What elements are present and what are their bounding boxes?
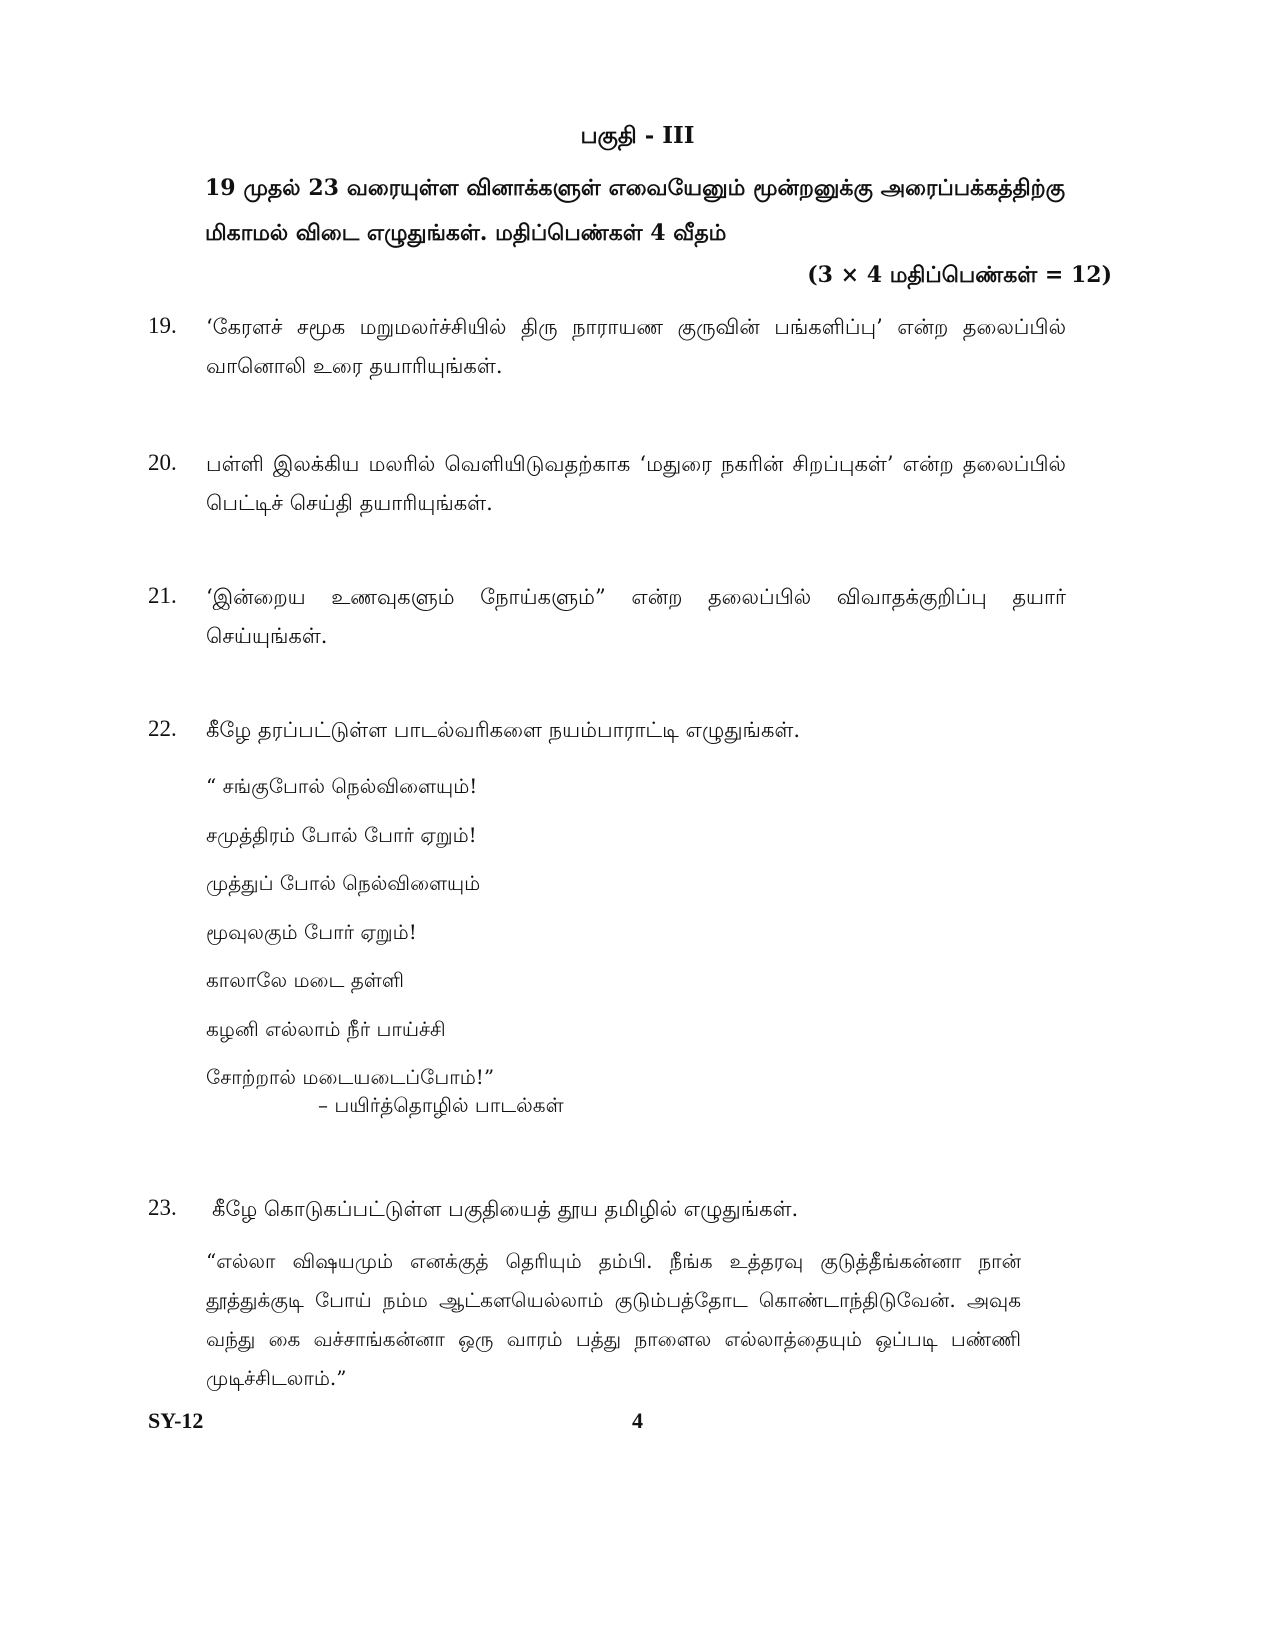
poem-line: காலாலே மடை தள்ளி xyxy=(206,968,404,992)
marks-allocation: (3 × 4 மதிப்பெண்கள் = 12) xyxy=(807,262,1112,288)
question-number: 19. xyxy=(148,313,177,338)
question-number: 20. xyxy=(148,450,177,475)
poem-line: “ சங்குபோல் நெல்விளையும்! xyxy=(206,774,478,798)
page-number: 4 xyxy=(632,1408,643,1433)
poem xyxy=(206,762,494,1102)
poem-line: கழனி எல்லாம் நீர் பாய்ச்சி xyxy=(206,1016,446,1041)
poem-line: மூவுலகும் போர் ஏறும்! xyxy=(206,919,417,944)
prose-passage: “எல்லா விஷயமும் எனக்குத் தெரியும் தம்பி. நீங்க உத்தரவு குடுத்தீங்கன்னா நான் தூத்துக்குடி போய் நம்ம ஆட்களயெல்லாம் குடும்பத்தோட கொண்டாந்திடுவேன். அவுக வந்து கை வச்சாங்கன்னா ஒரு வாரம் பத்து நாளைல எல்லாத்தையும் ஒப்படி பண்ணி முடிச்சிடலாம்.” xyxy=(206,1249,1021,1390)
instruction-text: 19 முதல் 23 வரையுள்ள வினாக்களுள் எவையேனும் மூன்றனுக்கு அரைப்பக்கத்திற்கு மிகாமல் விடை எழுதுங்கள். மதிப்பெண்கள் 4 வீதம் xyxy=(205,175,1065,246)
question-text: ‘கேரளச் சமூக மறுமலர்ச்சியில் திரு நாராயண குருவின் பங்களிப்பு’ என்ற தலைப்பில் வானொலி உரை தயாரியுங்கள். xyxy=(206,315,1066,378)
question-text: ‘இன்றைய உணவுகளும் நோய்களும்” என்ற தலைப்பில் விவாதக்குறிப்பு தயார் செய்யுங்கள். xyxy=(206,585,1066,648)
footer-code: SY-12 xyxy=(148,1408,204,1433)
poem-source: – பயிர்த்தொழில் பாடல்கள் xyxy=(318,1093,564,1117)
question-number: 21. xyxy=(148,583,177,608)
question-text: கீழே கொடுகப்பட்டுள்ள பகுதியைத் தூய தமிழில் எழுதுங்கள். xyxy=(212,1197,799,1221)
question-text: கீழே தரப்பட்டுள்ள பாடல்வரிகளை நயம்பாராட்டி எழுதுங்கள். xyxy=(206,718,800,742)
question-text: பள்ளி இலக்கிய மலரில் வெளியிடுவதற்காக ‘மதுரை நகரின் சிறப்புகள்’ என்ற தலைப்பில் பெட்டிச் செய்தி தயாரியுங்கள். xyxy=(206,452,1066,515)
poem-line: முத்துப் போல் நெல்விளையும் xyxy=(206,871,481,895)
poem-line: சோற்றால் மடையடைப்போம்!” xyxy=(206,1065,495,1089)
poem-line: சமுத்திரம் போல் போர் ஏறும்! xyxy=(206,822,477,847)
section-title: பகுதி - III xyxy=(580,122,695,149)
question-number: 22. xyxy=(148,716,177,741)
question-number: 23. xyxy=(148,1195,177,1220)
